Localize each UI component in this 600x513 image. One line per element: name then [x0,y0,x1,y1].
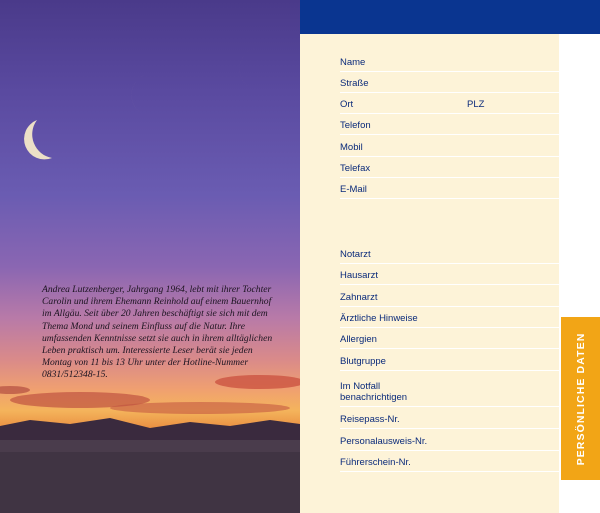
field-label: Hausarzt [340,270,379,281]
field-reisepass-nr[interactable] [340,408,559,429]
field-aerztliche-hinweise[interactable] [340,307,559,328]
field-notarzt[interactable] [340,243,559,264]
field-label: Straße [340,78,369,89]
field-label: Telefon [340,120,371,131]
field-personalausweis-nr[interactable] [340,430,559,451]
author-biography: Andrea Lutzenberger, Jahrgang 1964, lebt mit ihrer Tochter Carolin und ihrem Ehemann Reinhold auf einem Bauernhof im Allgäu. Seit über 20 Jahren beschäftigt sie sich mit dem Thema Mond und seinem Einfluss auf die Natur. Ihre umfassenden Kenntnisse setzt sie auch in ihrem alltäglichen Leben praktisch um. Interessierte Leser berät sie jeden Montag von 11 bis 13 Uhr unter der Hotline-Nummer 0831/512348-15. [42,284,273,381]
field-label-plz: PLZ [467,99,485,110]
crescent-moon-left [18,118,56,162]
field-label: Im Notfall benachrichtigen [340,381,408,403]
field-label: Name [340,57,366,68]
right-page-form [300,0,600,513]
field-hausarzt[interactable] [340,264,559,285]
field-label: Führerschein-Nr. [340,457,411,468]
field-blutgruppe[interactable] [340,350,559,371]
field-name[interactable] [340,51,559,72]
field-label: Telefax [340,163,371,174]
section-tab [561,317,600,480]
header-band [300,0,600,34]
field-fuehrerschein-nr[interactable] [340,451,559,472]
field-label: Blutgruppe [340,356,386,367]
personal-data-form [300,34,559,513]
field-label: Allergien [340,334,377,345]
mountain-silhouette [0,412,300,513]
field-mobil[interactable] [340,136,559,157]
field-allergien[interactable] [340,328,559,349]
section-tab-label: PERSÖNLICHE DATEN [574,332,587,465]
field-label: Notarzt [340,249,371,260]
field-telefax[interactable] [340,157,559,178]
crescent-moon-middle [126,72,164,120]
field-ort[interactable] [340,93,559,114]
field-label: E-Mail [340,184,367,195]
field-notfall-benachrichtigen[interactable] [340,371,559,407]
field-label: Reisepass-Nr. [340,414,400,425]
field-label: Ort [340,99,354,110]
field-label: Mobil [340,142,363,153]
crescent-moon-right [238,46,272,94]
field-email[interactable] [340,178,559,199]
field-label: Zahnarzt [340,292,378,303]
field-telefon[interactable] [340,114,559,135]
field-strasse[interactable] [340,72,559,93]
field-zahnarzt[interactable] [340,286,559,307]
field-label: Personalausweis-Nr. [340,436,428,447]
field-label: Ärztliche Hinweise [340,313,418,324]
